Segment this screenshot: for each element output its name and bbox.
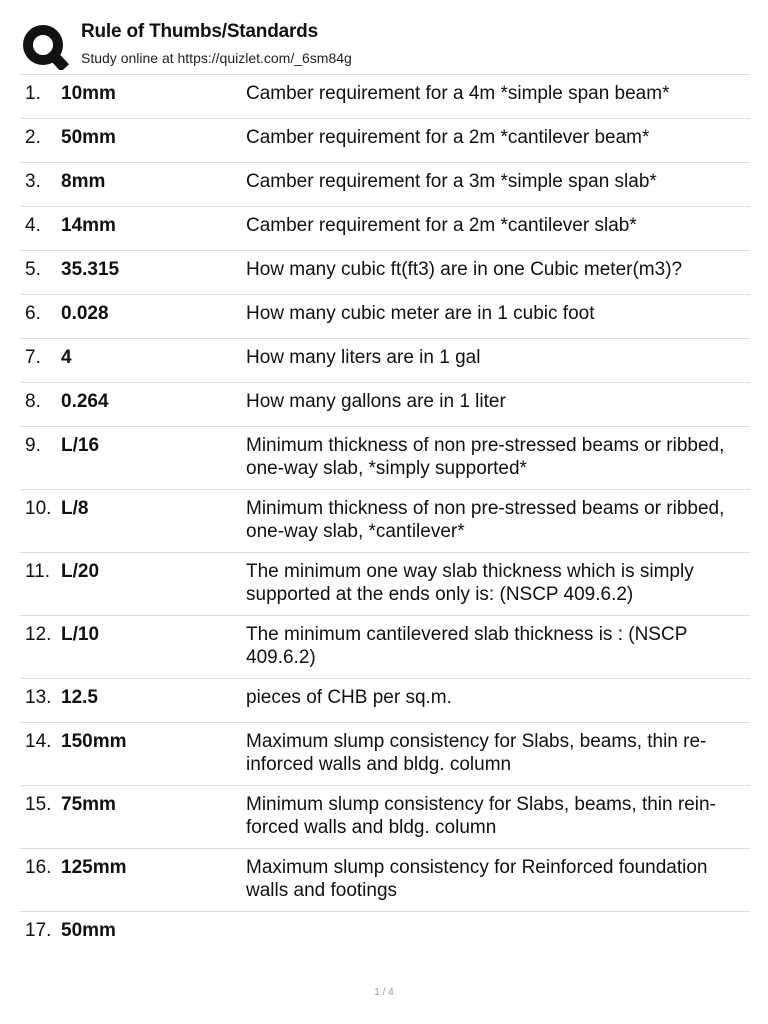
list-item bbox=[20, 616, 750, 679]
list-item bbox=[20, 163, 750, 207]
item-term: 50mm bbox=[61, 920, 116, 941]
list-item bbox=[20, 679, 750, 723]
list-item bbox=[20, 207, 750, 251]
item-term: 8mm bbox=[61, 171, 106, 192]
list-item bbox=[20, 295, 750, 339]
quizlet-q-logo-icon bbox=[20, 20, 70, 70]
item-definition: How many gallons are in 1 liter bbox=[246, 391, 506, 412]
item-definition: Maximum slump consistency for Slabs, beams, thin re-inforced walls and bldg. column bbox=[246, 731, 707, 775]
page-number: 1 / 4 bbox=[374, 987, 394, 998]
item-definition: Minimum thickness of non pre-stressed beams or ribbed, one-way slab, *cantilever* bbox=[246, 498, 725, 542]
item-term: L/10 bbox=[61, 624, 100, 645]
item-term: 10mm bbox=[61, 83, 116, 104]
item-number: 16. bbox=[25, 857, 52, 878]
item-term: 14mm bbox=[61, 215, 116, 236]
list-item bbox=[20, 553, 750, 616]
list-item bbox=[20, 119, 750, 163]
list-item bbox=[20, 251, 750, 295]
item-term: L/20 bbox=[61, 561, 100, 582]
list-item bbox=[20, 723, 750, 786]
item-term: 0.028 bbox=[61, 303, 109, 324]
item-number: 17. bbox=[25, 920, 52, 941]
list-item bbox=[20, 786, 750, 849]
item-definition: How many cubic meter are in 1 cubic foot bbox=[246, 303, 595, 324]
list-item bbox=[20, 912, 750, 955]
flashcard-list bbox=[20, 75, 750, 955]
item-definition: The minimum one way slab thickness which is simply supported at the ends only is: (NSCP 409.6.2) bbox=[246, 561, 694, 605]
list-item bbox=[20, 383, 750, 427]
item-number: 1. bbox=[25, 83, 41, 104]
item-definition: Maximum slump consistency for Reinforced foundation walls and footings bbox=[246, 857, 708, 901]
item-definition: Camber requirement for a 2m *cantilever beam* bbox=[246, 127, 650, 148]
item-term: 50mm bbox=[61, 127, 116, 148]
page-title: Rule of Thumbs/Standards bbox=[81, 21, 318, 42]
item-definition: Minimum slump consistency for Slabs, beams, thin rein-forced walls and bldg. column bbox=[246, 794, 716, 838]
item-term: 12.5 bbox=[61, 687, 98, 708]
item-term: L/16 bbox=[61, 435, 100, 456]
item-number: 3. bbox=[25, 171, 41, 192]
item-number: 8. bbox=[25, 391, 41, 412]
list-item bbox=[20, 427, 750, 490]
study-online-link[interactable]: Study online at https://quizlet.com/_6sm84g bbox=[81, 50, 352, 66]
item-number: 12. bbox=[25, 624, 52, 645]
list-item bbox=[20, 75, 750, 119]
item-term: 150mm bbox=[61, 731, 127, 752]
list-item bbox=[20, 490, 750, 553]
item-term: 35.315 bbox=[61, 259, 120, 280]
item-term: 4 bbox=[61, 347, 72, 368]
item-definition: Minimum thickness of non pre-stressed beams or ribbed, one-way slab, *simply supported* bbox=[246, 435, 725, 479]
list-item bbox=[20, 849, 750, 912]
item-number: 7. bbox=[25, 347, 41, 368]
item-definition: How many liters are in 1 gal bbox=[246, 347, 481, 368]
item-number: 6. bbox=[25, 303, 41, 324]
item-definition: Camber requirement for a 2m *cantilever slab* bbox=[246, 215, 637, 236]
item-number: 2. bbox=[25, 127, 41, 148]
item-definition: Camber requirement for a 4m *simple span beam* bbox=[246, 83, 670, 104]
item-number: 11. bbox=[25, 561, 51, 582]
item-number: 5. bbox=[25, 259, 41, 280]
item-term: 0.264 bbox=[61, 391, 109, 412]
item-definition: Camber requirement for a 3m *simple span slab* bbox=[246, 171, 657, 192]
item-number: 10. bbox=[25, 498, 52, 519]
document-header bbox=[20, 20, 750, 75]
item-definition: The minimum cantilevered slab thickness is : (NSCP 409.6.2) bbox=[246, 624, 688, 668]
item-definition: How many cubic ft(ft3) are in one Cubic meter(m3)? bbox=[246, 259, 683, 280]
item-number: 4. bbox=[25, 215, 41, 236]
list-item bbox=[20, 339, 750, 383]
item-number: 13. bbox=[25, 687, 52, 708]
item-number: 15. bbox=[25, 794, 52, 815]
item-term: 75mm bbox=[61, 794, 116, 815]
item-number: 9. bbox=[25, 435, 41, 456]
item-definition: pieces of CHB per sq.m. bbox=[246, 687, 452, 708]
item-number: 14. bbox=[25, 731, 52, 752]
item-term: 125mm bbox=[61, 857, 127, 878]
item-term: L/8 bbox=[61, 498, 89, 519]
